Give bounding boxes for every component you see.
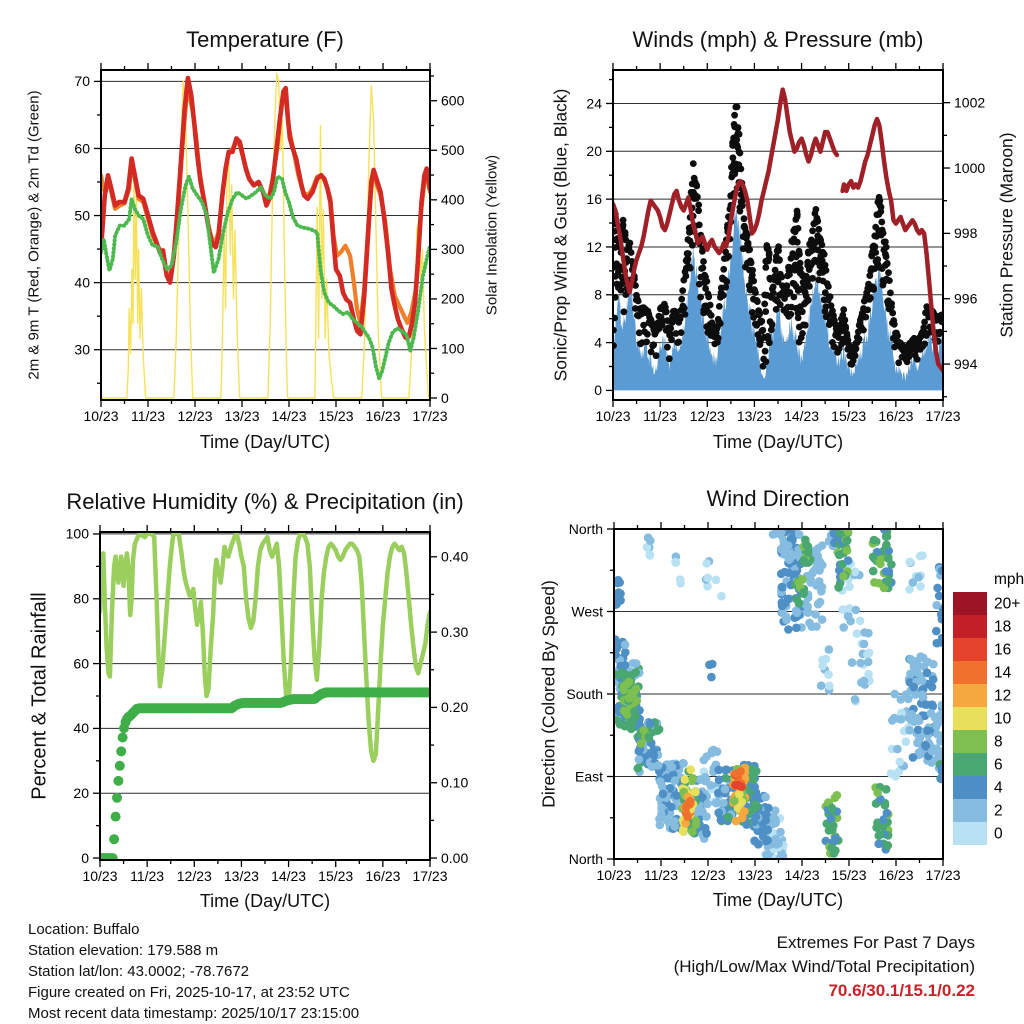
extremes-block	[560, 931, 975, 1003]
svg-text:80: 80	[73, 590, 89, 607]
figure-created-timestamp: Figure created on Fri, 2025-10-17, at 23:52 UTC	[28, 984, 350, 1001]
panel-title-humidity-precip: Relative Humidity (%) & Precipitation (in)	[66, 489, 464, 514]
svg-text:14/23: 14/23	[271, 868, 307, 884]
svg-text:12: 12	[994, 687, 1012, 705]
colorbar-cell-12	[953, 684, 987, 707]
svg-text:4: 4	[594, 334, 602, 351]
svg-text:South: South	[566, 685, 603, 702]
colorbar-cell-14	[953, 661, 987, 684]
panel-title-winds-pressure: Winds (mph) & Pressure (mb)	[632, 27, 924, 52]
svg-text:60: 60	[74, 140, 90, 157]
svg-text:11/23: 11/23	[643, 408, 678, 424]
svg-text:0.10: 0.10	[441, 774, 469, 791]
yaxis-label-wind-left: Sonic/Prop Wind & Gust (Blue, Black)	[550, 88, 571, 382]
colorbar-cell-0	[953, 822, 987, 845]
svg-text:1000: 1000	[954, 159, 986, 176]
extremes-subtitle: (High/Low/Max Wind/Total Precipitation)	[673, 957, 975, 976]
svg-text:13/23: 13/23	[736, 408, 772, 424]
svg-text:600: 600	[441, 92, 465, 109]
svg-text:994: 994	[954, 355, 978, 372]
svg-text:70: 70	[74, 73, 90, 90]
latest-data-timestamp: Most recent data timestamp: 2025/10/17 23:15:00	[28, 1005, 360, 1022]
svg-text:15/23: 15/23	[318, 408, 354, 424]
svg-text:12/23: 12/23	[177, 408, 213, 424]
svg-text:10/23: 10/23	[82, 868, 118, 884]
svg-text:10/23: 10/23	[596, 867, 632, 883]
svg-text:14/23: 14/23	[784, 867, 820, 883]
svg-text:6: 6	[994, 756, 1003, 774]
svg-text:12/23: 12/23	[689, 408, 725, 424]
svg-text:North: North	[568, 850, 603, 867]
svg-text:1002: 1002	[954, 94, 986, 111]
colorbar-cell-2	[953, 799, 987, 822]
svg-text:0: 0	[994, 825, 1003, 843]
svg-text:11/23: 11/23	[130, 868, 165, 884]
svg-text:20+: 20+	[994, 595, 1021, 613]
svg-text:16: 16	[586, 190, 602, 207]
svg-text:12/23: 12/23	[690, 867, 726, 883]
svg-text:10/23: 10/23	[595, 408, 631, 424]
svg-text:300: 300	[441, 241, 465, 258]
svg-text:16/23: 16/23	[878, 408, 914, 424]
svg-text:0.30: 0.30	[441, 623, 469, 640]
station-latlon: Station lat/lon: 43.0002; -78.7672	[28, 963, 250, 980]
svg-text:24: 24	[586, 95, 602, 112]
svg-text:12: 12	[586, 238, 602, 255]
colorbar-cell-16	[953, 638, 987, 661]
yaxis-label-temperature-left: 2m & 9m T (Red, Orange) & 2m Td (Green)	[25, 90, 43, 380]
svg-text:8: 8	[594, 286, 602, 303]
svg-text:11/23: 11/23	[644, 867, 678, 883]
svg-text:0.40: 0.40	[441, 548, 469, 565]
station-info-block	[28, 919, 359, 1024]
extremes-values: 70.6/30.1/15.1/0.22	[828, 981, 975, 1000]
svg-text:100: 100	[441, 340, 465, 357]
svg-text:0.20: 0.20	[441, 699, 469, 716]
svg-text:2: 2	[994, 802, 1003, 820]
svg-text:15/23: 15/23	[318, 868, 354, 884]
svg-text:17/23: 17/23	[925, 408, 961, 424]
winds-series	[610, 90, 946, 391]
panel-title-temperature: Temperature (F)	[186, 27, 344, 52]
svg-text:16/23: 16/23	[365, 408, 401, 424]
yaxis-label-solar-right: Solar Insolation (Yellow)	[483, 154, 501, 316]
svg-text:50: 50	[74, 207, 90, 224]
svg-text:15/23: 15/23	[831, 867, 867, 883]
svg-text:0: 0	[441, 389, 449, 406]
svg-text:20: 20	[73, 785, 89, 801]
svg-text:0.00: 0.00	[441, 849, 469, 866]
humidity-series	[95, 534, 435, 863]
svg-text:60: 60	[73, 655, 89, 672]
svg-text:17/23: 17/23	[412, 408, 448, 424]
yaxis-label-direction: Direction (Colored By Speed)	[538, 580, 559, 808]
svg-text:14/23: 14/23	[271, 408, 307, 424]
svg-text:10/23: 10/23	[83, 408, 119, 424]
svg-text:100: 100	[65, 525, 89, 542]
svg-text:0: 0	[81, 849, 89, 866]
svg-text:15/23: 15/23	[831, 408, 867, 424]
svg-text:14/23: 14/23	[784, 408, 820, 424]
svg-text:West: West	[571, 603, 603, 620]
svg-text:North: North	[568, 520, 603, 537]
colorbar-cell-18	[953, 615, 987, 638]
svg-text:30: 30	[74, 341, 90, 358]
svg-text:13/23: 13/23	[737, 867, 773, 883]
colorbar-cell-8	[953, 730, 987, 753]
svg-text:17/23: 17/23	[412, 868, 448, 884]
xaxis-label-winds: Time (Day/UTC)	[712, 432, 844, 452]
station-location: Location: Buffalo	[28, 921, 140, 938]
svg-text:11/23: 11/23	[131, 408, 165, 424]
xaxis-label-humidity: Time (Day/UTC)	[199, 891, 331, 911]
colorbar-cell-10	[953, 707, 987, 730]
extremes-title: Extremes For Past 7 Days	[776, 933, 975, 952]
colorbar-cell-4	[953, 776, 987, 799]
svg-text:500: 500	[441, 142, 465, 159]
svg-text:16/23: 16/23	[365, 868, 401, 884]
svg-text:13/23: 13/23	[223, 868, 259, 884]
svg-text:0: 0	[594, 382, 602, 399]
xaxis-label-wind-direction: Time (Day/UTC)	[712, 890, 844, 910]
svg-text:13/23: 13/23	[224, 408, 260, 424]
svg-text:12/23: 12/23	[176, 868, 212, 884]
svg-text:40: 40	[74, 274, 90, 291]
svg-text:mph: mph	[994, 571, 1024, 588]
colorbar-cell-20+	[953, 592, 987, 615]
svg-text:16: 16	[994, 641, 1012, 659]
svg-text:40: 40	[73, 720, 89, 737]
svg-text:14: 14	[994, 664, 1012, 682]
svg-text:4: 4	[994, 779, 1003, 797]
svg-text:16/23: 16/23	[878, 867, 914, 883]
svg-text:996: 996	[954, 290, 978, 307]
svg-text:998: 998	[954, 225, 978, 242]
svg-text:18: 18	[994, 618, 1012, 636]
yaxis-label-percent-rainfall: Percent & Total Rainfall	[28, 592, 51, 800]
svg-text:East: East	[574, 768, 603, 785]
station-elevation: Station elevation: 179.588 m	[28, 942, 219, 959]
colorbar-cell-6	[953, 753, 987, 776]
panel-title-wind-direction: Wind Direction	[706, 486, 850, 511]
svg-text:200: 200	[441, 290, 465, 307]
svg-text:400: 400	[441, 191, 465, 208]
svg-text:17/23: 17/23	[925, 867, 961, 883]
svg-text:8: 8	[994, 733, 1003, 751]
svg-text:10: 10	[994, 710, 1012, 728]
yaxis-label-pressure-right: Station Pressure (Maroon)	[996, 132, 1017, 338]
svg-text:20: 20	[586, 143, 602, 160]
xaxis-label-temperature: Time (Day/UTC)	[199, 432, 331, 452]
